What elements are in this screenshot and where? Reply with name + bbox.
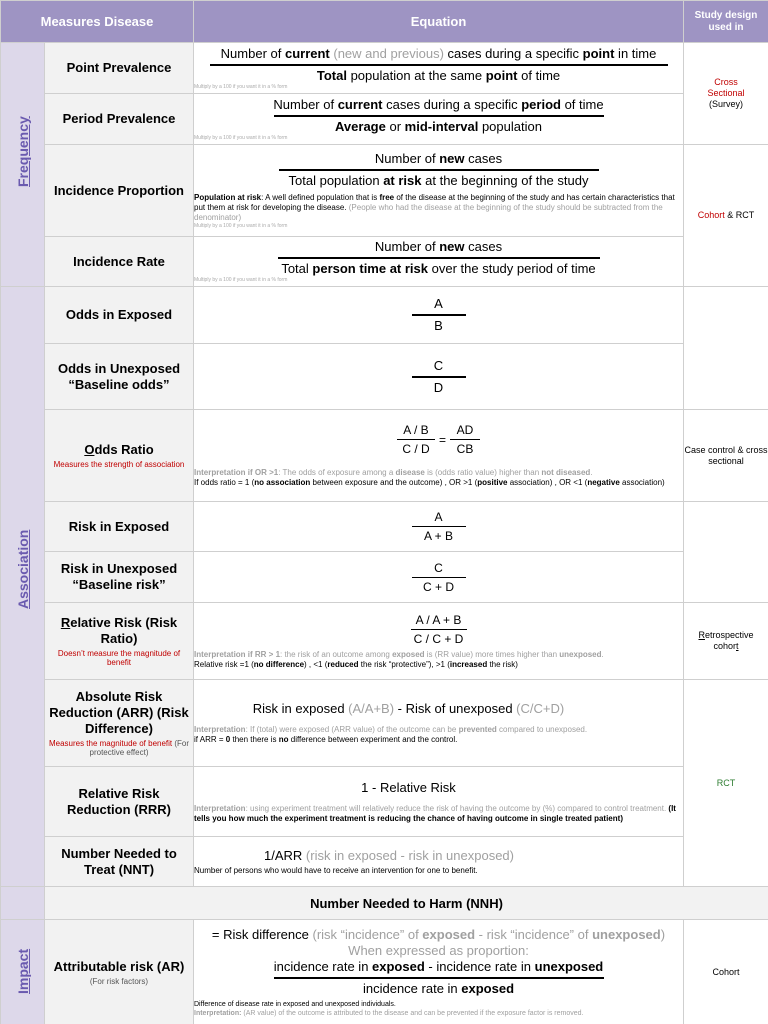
odds-ratio-formula: $\frac{A / B}{C / D}$ = $\frac{AD}{CB}$ (194, 423, 683, 456)
arr-formula: Risk in exposed (A/A+B) - Risk of unexposed (C/C+D) (252, 701, 565, 716)
row-incidence-proportion (1, 145, 768, 237)
row-risk-unexposed (1, 552, 768, 603)
fraction: Number of new cases Total person time at risk over the study period of time (194, 239, 683, 277)
fraction: Number of current cases during a specific period of time Average or mid-interval population (273, 96, 604, 134)
ar-notes: Difference of disease rate in exposed and unexposed individuals. Interpretation: (AR value) of the outcome is attributed to the disease and can be prevented if the exposure factor is removed. (194, 1000, 584, 1017)
equation-incidence-proportion (194, 145, 684, 237)
study-retrospective-cohort: Retrospective cohort (684, 603, 768, 680)
row-odds-ratio (1, 410, 768, 502)
measure-odds-unexposed: Odds in Unexposed “Baseline odds” (45, 344, 194, 410)
row-point-prevalence (1, 43, 768, 94)
fraction-bar (210, 64, 668, 66)
measure-nnt: Number Needed to Treat (NNT) (45, 837, 194, 887)
fraction-bar (411, 629, 467, 630)
measure-point-prevalence: Point Prevalence (45, 43, 194, 94)
header-row (1, 1, 768, 43)
measure-attributable-risk: Attributable risk (AR) (For risk factors) (45, 920, 194, 1024)
study-cohort-rct: Cohort & RCT (684, 145, 768, 287)
multiply-note: Multiply by a 100 if you want it in a % form (194, 83, 288, 90)
row-relative-risk (1, 603, 768, 680)
multiply-note: Multiply by a 100 if you want it in a % form (194, 223, 288, 229)
header-study-design: Study design used in (684, 1, 768, 43)
rrr-interpretation: Interpretation: using experiment treatment will relatively reduce the risk of having the outcome by (%) compared to control treatment. (It tells you how much the experiment treatment is reducing the chance of having outcome in single treated patient) (194, 803, 676, 823)
ar-line-2: When expressed as proportion: (348, 942, 529, 958)
relative-risk-interpretation: Interpretation if RR > 1: the risk of an outcome among exposed is (RR value) more times higher than unexposed. Relative risk =1 (no difference) , <1 (reduced the risk “protective”), >1 (increased the risk) (194, 649, 604, 669)
equation-risk-exposed (194, 502, 684, 552)
fraction: A / A + B C / C + D (194, 613, 683, 646)
equation-point-prevalence (194, 43, 684, 94)
category-spacer (1, 887, 45, 920)
fraction: A A + B (194, 510, 683, 543)
multiply-note: Multiply by a 100 if you want it in a % form (194, 134, 288, 141)
row-attributable-risk (1, 920, 768, 1024)
rrr-formula: 1 - Relative Risk (361, 779, 456, 795)
measure-odds-exposed: Odds in Exposed (45, 287, 194, 344)
equation-relative-risk (194, 603, 684, 680)
odds-ratio-subnote: Measures the strength of association (53, 460, 185, 469)
row-nnh (1, 887, 768, 920)
header-equation: Equation (194, 1, 684, 43)
row-risk-exposed (1, 502, 768, 552)
measure-risk-unexposed: Risk in Unexposed “Baseline risk” (45, 552, 194, 603)
study-cross-sectional: Cross Sectional (Survey) (684, 43, 768, 145)
ar-subnote: (For risk factors) (89, 976, 149, 986)
relative-risk-subnote: Doesn’t measure the magnitude of benefit (57, 649, 181, 667)
fraction: C C + D (194, 561, 683, 594)
study-case-control: Case control & cross sectional (684, 410, 768, 502)
population-at-risk-note: Population at risk: A well defined population that is free of the disease at the beginning of the study and has certain characteristics that put them at risk for developing the disease. (People who had the disease at the beginning of the study should be subtracted from the denominator) (194, 193, 675, 222)
row-incidence-rate (1, 237, 768, 287)
measure-arr: Absolute Risk Reduction (ARR) (Risk Difference) Measures the magnitude of benefit (For protective effect) (45, 680, 194, 767)
fraction-bar (412, 314, 466, 316)
measure-incidence-proportion: Incidence Proportion (45, 145, 194, 237)
equation-odds-ratio (194, 410, 684, 502)
row-nnt (1, 837, 768, 887)
equation-odds-exposed (194, 287, 684, 344)
fraction-bar (412, 526, 466, 527)
row-period-prevalence (1, 94, 768, 145)
row-odds-unexposed (1, 344, 768, 410)
row-arr (1, 680, 768, 767)
equation-odds-unexposed (194, 344, 684, 410)
equation-nnt (194, 837, 684, 887)
nnt-note: Number of persons who would have to receive an intervention for one to benefit. (194, 865, 478, 875)
arr-interpretation: Interpretation: If (total) were exposed (ARR value) of the outcome can be prevented compared to unexposed. if ARR = 0 then there is no difference between experiment and the control. (194, 725, 588, 744)
fraction-bar (274, 977, 604, 979)
equation-arr (194, 680, 684, 767)
row-odds-exposed (1, 287, 768, 344)
study-empty (684, 287, 768, 410)
fraction: A B (194, 296, 683, 334)
equation-period-prevalence (194, 94, 684, 145)
measure-odds-ratio: Odds Ratio Measures the strength of association (45, 410, 194, 502)
multiply-note: Multiply by a 100 if you want it in a % form (194, 277, 288, 283)
row-rrr (1, 767, 768, 837)
measure-relative-risk: Relative Risk (Risk Ratio) Doesn’t measure the magnitude of benefit (45, 603, 194, 680)
category-frequency: Frequency (1, 43, 45, 287)
study-empty (684, 502, 768, 603)
fraction-bar (279, 169, 599, 171)
nnt-formula: 1/ARR (risk in exposed - risk in unexposed) (264, 847, 514, 863)
header-measures: Measures Disease (1, 1, 194, 43)
study-rct: RCT (684, 680, 768, 887)
measure-rrr: Relative Risk Reduction (RRR) (45, 767, 194, 837)
arr-subnote: Measures the magnitude of benefit (For protective effect) (48, 739, 190, 757)
measure-incidence-rate: Incidence Rate (45, 237, 194, 287)
fraction: C D (194, 358, 683, 396)
study-cohort: Cohort (684, 920, 768, 1024)
equation-incidence-rate (194, 237, 684, 287)
ar-line-1: = Risk difference (risk “incidence” of exposed - risk “incidence” of unexposed) (211, 926, 666, 942)
fraction-bar (412, 577, 466, 578)
fraction-bar (412, 376, 466, 378)
fraction-bar (278, 257, 600, 259)
equation-attributable-risk (194, 920, 684, 1024)
odds-ratio-interpretation: Interpretation if OR >1: The odds of exposure among a disease is (odds ratio value) higher than not diseased. If odds ratio = 1 (no association between exposure and the outcome) , OR >1 (positive association) , OR <1 (negative association) (194, 468, 665, 487)
measure-period-prevalence: Period Prevalence (45, 94, 194, 145)
equation-risk-unexposed (194, 552, 684, 603)
equation-rrr (194, 767, 684, 837)
measure-risk-exposed: Risk in Exposed (45, 502, 194, 552)
fraction: incidence rate in exposed - incidence rate in unexposed incidence rate in exposed (273, 958, 604, 996)
measure-nnh: Number Needed to Harm (NNH) (45, 887, 768, 920)
category-impact: Impact (1, 920, 45, 1024)
fraction: Number of new cases Total population at risk at the beginning of the study (194, 151, 683, 189)
category-association: Association (1, 287, 45, 887)
fraction-bar (274, 115, 604, 117)
fraction: Number of current (new and previous) cases during a specific point in time Total population at the same point of time (194, 46, 683, 84)
